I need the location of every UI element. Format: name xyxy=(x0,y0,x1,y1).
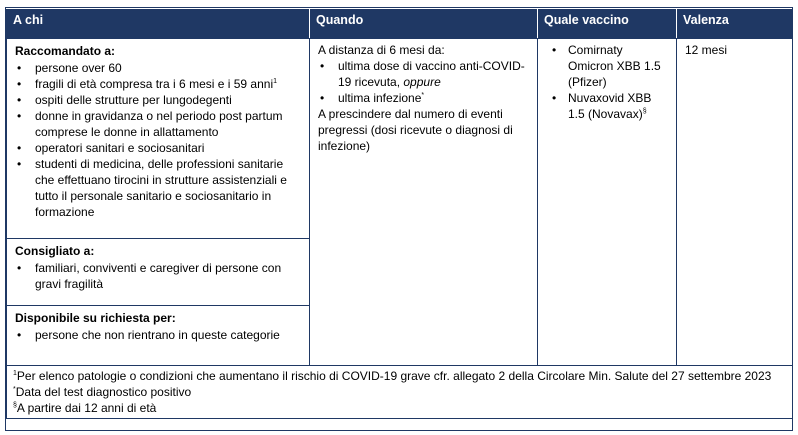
footnotes-row xyxy=(7,366,793,419)
footnote-text: Data del test diagnostico positivo xyxy=(15,385,192,399)
footnote-mark: 1 xyxy=(13,370,17,377)
valenza-cell xyxy=(677,39,793,366)
header-a-chi: A chi xyxy=(7,9,310,39)
consigliato-section xyxy=(7,238,309,305)
list-item-text: fragili di età compresa tra i 6 mesi e i 59 anni xyxy=(35,77,274,91)
consigliato-list xyxy=(15,260,303,292)
footnotes-cell xyxy=(7,366,793,419)
consigliato-title: Consigliato a: xyxy=(15,244,95,258)
footnote-3 xyxy=(13,400,786,416)
raccomandato-list xyxy=(15,60,303,220)
quando-item2-text: ultima infezione xyxy=(338,91,422,105)
body-row xyxy=(7,39,793,366)
list-item xyxy=(318,90,531,106)
quando-intro: A distanza di 6 mesi da: xyxy=(318,43,445,57)
quando-item1-italic: oppure xyxy=(403,75,441,89)
footnote-ref: 1 xyxy=(273,78,278,85)
vaccino-cell xyxy=(538,39,677,366)
header-row xyxy=(7,9,793,39)
vaccino-item2-text: Nuvaxovid XBB 1.5 (Novavax) xyxy=(568,91,652,121)
header-quale-vaccino: Quale vaccino xyxy=(538,9,677,39)
quando-item1-text: ultima dose di vaccino anti-COVID-19 ricevuta, xyxy=(338,59,525,89)
raccomandato-section xyxy=(7,39,309,238)
footnote-mark: * xyxy=(13,386,16,393)
a-chi-cell xyxy=(7,39,310,366)
footnote-mark: § xyxy=(13,402,17,409)
list-item: • persone che non rientrano in queste categorie xyxy=(15,327,303,343)
list-item: • persone over 60 xyxy=(15,60,303,76)
footnote-text: A partire dai 12 anni di età xyxy=(16,401,157,415)
list-item: • ospiti delle strutture per lungodegenti xyxy=(15,92,303,108)
vaccine-table xyxy=(6,8,793,419)
disponibile-list xyxy=(15,327,303,343)
disponibile-title: Disponibile su richiesta per: xyxy=(15,311,176,325)
raccomandato-title: Raccomandato a: xyxy=(15,44,116,58)
vaccine-table-frame xyxy=(5,7,793,431)
footnote-1 xyxy=(13,368,786,384)
header-valenza: Valenza xyxy=(677,9,793,39)
quando-outro: A prescindere dal numero di eventi pregressi (dosi ricevute o diagnosi di infezione) xyxy=(318,107,513,153)
list-item xyxy=(318,58,531,90)
vaccino-list xyxy=(544,42,670,122)
header-quando: Quando xyxy=(310,9,538,39)
list-item: • familiari, conviventi e caregiver di persone con gravi fragilità xyxy=(15,260,303,292)
list-item: • operatori sanitari e sociosanitari xyxy=(15,140,303,156)
list-item xyxy=(15,76,303,92)
list-item xyxy=(544,90,670,122)
list-item: • Comirnaty Omicron XBB 1.5 (Pfizer) xyxy=(544,42,670,90)
disponibile-section xyxy=(7,305,309,365)
quando-cell xyxy=(310,39,538,366)
list-item: • donne in gravidanza o nel periodo post partum comprese le donne in allattamento xyxy=(15,108,303,140)
footnote-2 xyxy=(13,384,786,400)
footnote-ref: § xyxy=(642,108,647,115)
list-item: • studenti di medicina, delle professioni sanitarie che effettuano tirocini in strutture assistenziali e tutto il personale sanitario e sociosanitario in formazione xyxy=(15,156,303,220)
footnote-ref: * xyxy=(421,92,425,99)
quando-list xyxy=(318,58,531,106)
footnote-text: Per elenco patologie o condizioni che aumentano il rischio di COVID-19 grave cfr. allegato 2 della Circolare Min. Salute del 27 settembre 2023 xyxy=(16,369,772,383)
valenza-value: 12 mesi xyxy=(685,43,728,57)
